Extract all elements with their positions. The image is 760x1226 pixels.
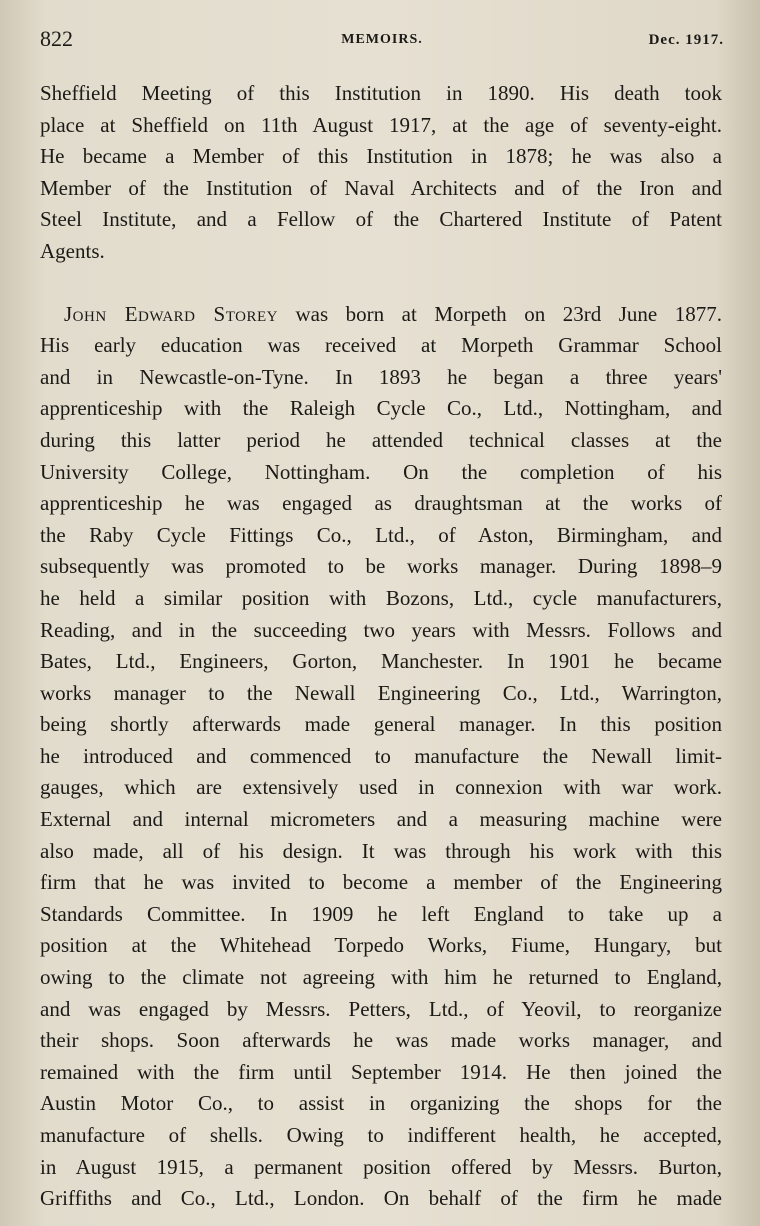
text-line: position at the Whitehead Torpedo Works, Fiume, Hungary, but — [40, 933, 722, 958]
text-line: owing to the climate not agreeing with him he returned to England, — [40, 965, 722, 990]
text-line: gauges, which are extensively used in connexion with war work. — [40, 775, 722, 800]
running-title: MEMOIRS. — [341, 32, 423, 47]
text-line: being shortly afterwards made general manager. In this position — [40, 712, 722, 737]
text-line: in August 1915, a permanent position offered by Messrs. Burton, — [40, 1154, 722, 1179]
text-line: the Raby Cycle Fittings Co., Ltd., of Aston, Birmingham, and — [40, 522, 722, 547]
text-line: Austin Motor Co., to assist in organizing the shops for the — [40, 1091, 722, 1116]
text-line: remained with the firm until September 1914. He then joined the — [40, 1059, 722, 1084]
memoir-subject-name: John Edward Storey — [64, 301, 278, 326]
text-line: place at Sheffield on 11th August 1917, at the age of seventy-eight. — [40, 112, 722, 137]
text-line: and in Newcastle-on-Tyne. In 1893 he began a three years' — [40, 364, 722, 389]
text-line: Bates, Ltd., Engineers, Gorton, Manchester. In 1901 he became — [40, 649, 722, 674]
text-line: apprenticeship he was engaged as draughtsman at the works of — [40, 491, 722, 516]
header-date: Dec. 1917. — [648, 32, 724, 48]
text-line: firm that he was invited to become a member of the Engineering — [40, 870, 722, 895]
body-text — [40, 78, 722, 1215]
text-line: His early education was received at Morpeth Grammar School — [40, 333, 722, 358]
text-line-first — [40, 299, 722, 331]
text-line: Reading, and in the succeeding two years with Messrs. Follows and — [40, 617, 722, 642]
text-line: manufacture of shells. Owing to indifferent health, he accepted, — [40, 1123, 722, 1147]
text-line: he held a similar position with Bozons, Ltd., cycle manufacturers, — [40, 585, 722, 610]
text-line: works manager to the Newall Engineering Co., Ltd., Warrington, — [40, 680, 722, 705]
text-line: apprenticeship with the Raleigh Cycle Co., Ltd., Nottingham, and — [40, 396, 722, 421]
text-line: Steel Institute, and a Fellow of the Chartered Institute of Patent — [40, 207, 722, 232]
text-line: Standards Committee. In 1909 he left England to take up a — [40, 901, 722, 926]
text-line: and was engaged by Messrs. Petters, Ltd., of Yeovil, to reorganize — [40, 996, 722, 1021]
text-line: their shops. Soon afterwards he was made works manager, and — [40, 1028, 722, 1053]
text-line: Sheffield Meeting of this Institution in 1890. His death took — [40, 81, 722, 105]
text-line: during this latter period he attended technical classes at the — [40, 427, 722, 452]
page-header — [40, 26, 724, 56]
paragraph-1 — [40, 78, 722, 268]
text-line: also made, all of his design. It was through his work with this — [40, 838, 722, 863]
text-line: He became a Member of this Institution in 1878; he was also a — [40, 144, 722, 169]
text-line: Griffiths and Co., Ltd., London. On behalf of the firm he made — [40, 1186, 722, 1211]
text-line: University College, Nottingham. On the completion of his — [40, 459, 722, 484]
text-line: he introduced and commenced to manufacture the Newall limit- — [40, 743, 722, 768]
text-line: External and internal micrometers and a measuring machine were — [40, 807, 722, 832]
text-line: Agents. — [40, 238, 105, 263]
text-line: subsequently was promoted to be works manager. During 1898–9 — [40, 554, 722, 579]
text-line: Member of the Institution of Naval Architects and of the Iron and — [40, 175, 722, 200]
paragraph-2 — [40, 299, 722, 1215]
paragraph-gap — [40, 268, 722, 299]
first-line-rest: was born at Morpeth on 23rd June 1877. — [277, 301, 722, 326]
page-number: 822 — [40, 26, 73, 51]
